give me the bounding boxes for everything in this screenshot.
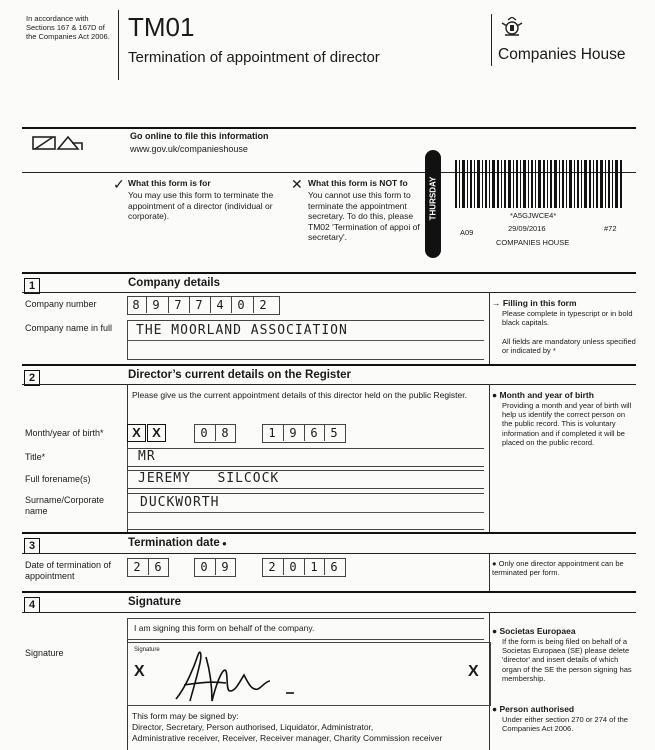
company-name-label: Company name in full — [25, 323, 113, 333]
barcode-office: COMPANIES HOUSE — [496, 238, 570, 247]
surname-label: Surname/Corporate name — [25, 495, 105, 516]
legal-note: In accordance with Sections 167 & 167D of the Companies Act 2006. — [26, 14, 110, 41]
section-3-title: Termination date ● — [128, 537, 227, 549]
not-for-heading: What this form is NOT fo — [308, 178, 408, 188]
form-code: TM01 — [128, 12, 195, 42]
dob-label: Month/year of birth* — [25, 428, 104, 438]
barcode-code: *A5GJWCE4* — [510, 211, 557, 220]
filling-note-body: Please complete in typescript or in bold black capitals. — [502, 309, 633, 328]
online-filing-icon — [32, 134, 84, 159]
signature-box[interactable]: Signature X X — [127, 642, 491, 706]
forenames-label: Full forename(s) — [25, 474, 91, 484]
handwritten-signature-icon — [166, 647, 336, 705]
what-for-heading: What this form is for — [128, 178, 211, 188]
termination-day-field[interactable]: 2 6 — [127, 558, 169, 577]
surname-field[interactable]: DUCKWORTH — [127, 493, 484, 530]
barcode-num: #72 — [604, 224, 617, 233]
termination-date-label: Date of termination of appointment — [25, 560, 112, 581]
filling-note-body-2: All fields are mandatory unless specified or indicated by * — [502, 337, 636, 356]
received-stamp: THURSDAY — [425, 150, 441, 258]
dob-month-field[interactable]: 0 8 — [194, 424, 236, 443]
se-note-body: If the form is being filed on behalf of a Societas Europaea (SE) please delete 'director' and insert details of which organ of the SE the person signing has membership. — [502, 637, 632, 683]
authorised-note-body: Under either section 270 or 274 of the Companies Act 2006. — [502, 715, 628, 734]
crest-icon — [499, 17, 525, 44]
company-number-label: Company number — [25, 299, 97, 309]
dob-day-masked: X X — [127, 424, 165, 441]
filling-note-heading: → Filling in this form — [492, 298, 577, 308]
section-3-number: 3 — [24, 538, 40, 554]
section-1-title: Company details — [128, 277, 221, 289]
section-2-number: 2 — [24, 370, 40, 386]
signing-statement: I am signing this form on behalf of the company. — [127, 618, 484, 640]
dob-note-body: Providing a month and year of birth will help us identify the correct person on the public record. This is voluntary information and if completed it will be placed on the public record. — [502, 401, 632, 447]
form-title: Termination of appointment of director — [128, 49, 380, 66]
termination-note: ● Only one director appointment can be terminated per form. — [492, 559, 624, 578]
check-icon: ✓ — [113, 176, 125, 192]
what-for-body: You may use this form to terminate the appointment of a director (individual or corporate). — [128, 190, 274, 221]
signature-label: Signature — [25, 648, 64, 658]
section-4-title: Signature — [128, 596, 182, 608]
online-heading: Go online to file this information — [130, 131, 269, 141]
cross-icon: ✕ — [291, 176, 303, 192]
barcode-date: 29/09/2016 — [508, 224, 546, 233]
se-note-heading: ● Societas Europaea — [492, 626, 576, 636]
authorised-note-heading: ● Person authorised — [492, 704, 575, 714]
signer-text-3: Administrative receiver, Receiver, Receiver manager, Charity Commission receiver — [132, 733, 443, 743]
section-4-number: 4 — [24, 597, 40, 613]
barcode-icon — [455, 160, 625, 213]
title-label: Title* — [25, 452, 46, 462]
company-name-field[interactable]: THE MOORLAND ASSOCIATION — [127, 320, 484, 360]
company-number-field[interactable]: 8 9 7 7 4 0 2 — [127, 296, 280, 315]
brand-name: Companies House — [498, 46, 626, 63]
dob-year-field[interactable]: 1 9 6 5 — [262, 424, 346, 443]
barcode-ref: A09 — [460, 228, 474, 237]
not-for-body: You cannot use this form to terminate the appointment secretary. To do this, please TM02 'Termination of appoi of secretary'. — [308, 190, 420, 242]
title-field[interactable]: MR — [127, 448, 484, 467]
section-2-intro: Please give us the current appointment details of this director held on the public Register. — [132, 390, 467, 400]
signer-text-2: Director, Secretary, Person authorised, Liquidator, Administrator, — [132, 722, 374, 732]
section-1-number: 1 — [24, 278, 40, 294]
termination-year-field[interactable]: 2 0 1 6 — [262, 558, 346, 577]
online-url[interactable]: www.gov.uk/companieshouse — [130, 144, 248, 154]
termination-month-field[interactable]: 0 9 — [194, 558, 236, 577]
dob-note-heading: ● Month and year of birth — [492, 390, 594, 400]
signer-text-1: This form may be signed by: — [132, 711, 239, 721]
section-2-title: Director’s current details on the Register — [128, 369, 352, 381]
forenames-field[interactable]: JEREMY SILCOCK — [127, 470, 484, 489]
